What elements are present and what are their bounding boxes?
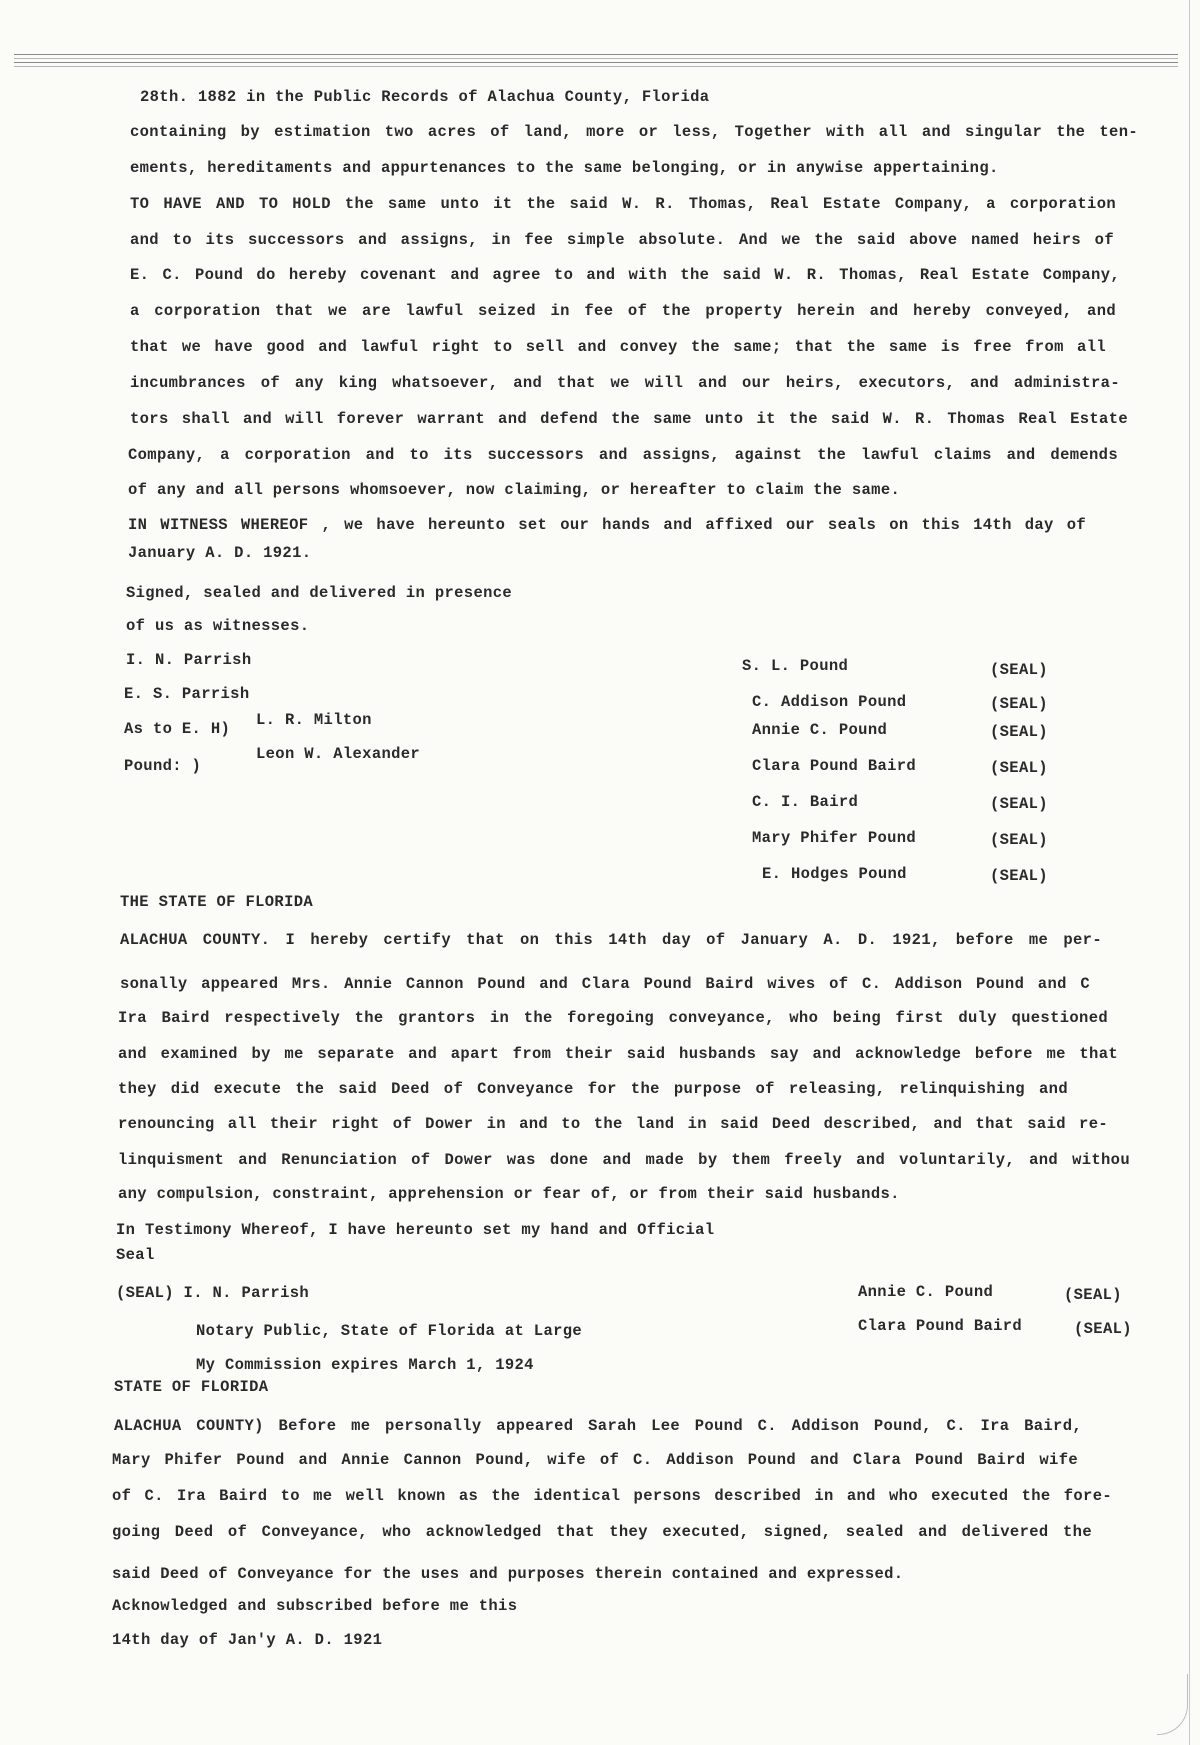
seal-mark: (SEAL) [990, 661, 1048, 679]
notary-name: (SEAL) I. N. Parrish [116, 1284, 310, 1302]
signatory-name: Annie C. Pound [752, 721, 888, 739]
certificate-line: Seal [116, 1246, 155, 1264]
certificate-line: Ira Baird respectively the grantors in the foregoing conveyance, who being first duly questioned [118, 1009, 1108, 1027]
seal-mark: (SEAL) [1074, 1320, 1132, 1338]
signatory-name: S. L. Pound [742, 657, 849, 675]
top-rule-2 [14, 62, 1178, 67]
body-line: tors shall and will forever warrant and defend the same unto it the said W. R. Thomas Real Estate [130, 410, 1128, 428]
seal-mark: (SEAL) [990, 867, 1048, 885]
body-line: ements, hereditaments and appurtenances to the same belonging, or in anywise appertaining. [130, 159, 999, 177]
signatory-name: Clara Pound Baird [752, 757, 917, 775]
certificate-line: sonally appeared Mrs. Annie Cannon Pound and Clara Pound Baird wives of C. Addison Pound and C [120, 975, 1090, 993]
body-line: Company, a corporation and to its successors and assigns, against the lawful claims and demends [128, 446, 1118, 464]
seal-mark: (SEAL) [990, 695, 1048, 713]
top-rule [14, 54, 1178, 59]
witness-name: E. S. Parrish [124, 685, 250, 703]
seal-mark: (SEAL) [1064, 1286, 1122, 1304]
certificate-line: of C. Ira Baird to me well known as the identical persons described in and who executed the fore- [112, 1487, 1112, 1505]
seal-mark: (SEAL) [990, 831, 1048, 849]
seal-mark: (SEAL) [990, 759, 1048, 777]
signatory-name: E. Hodges Pound [762, 865, 907, 883]
witness-name: I. N. Parrish [126, 651, 252, 669]
body-line: that we have good and lawful right to sell and convey the same; that the same is free from all [130, 338, 1106, 356]
certificate-line: and examined by me separate and apart from their said husbands say and acknowledge before me that [118, 1045, 1118, 1063]
body-line: and to its successors and assigns, in fee simple absolute. And we the said above named heirs of [130, 231, 1114, 249]
certificate-line: they did execute the said Deed of Conveyance for the purpose of releasing, relinquishing and [118, 1080, 1068, 1098]
state-heading: THE STATE OF FLORIDA [120, 893, 314, 911]
witness-as-to: Pound: ) [124, 757, 202, 775]
body-line: Signed, sealed and delivered in presence [126, 584, 513, 602]
body-line: incumbrances of any king whatsoever, and that we will and our heirs, executors, and administra- [130, 374, 1120, 392]
signatory-name: C. I. Baird [752, 793, 859, 811]
page-curl [1157, 1674, 1188, 1735]
signatory-name: Mary Phifer Pound [752, 829, 917, 847]
certificate-line: In Testimony Whereof, I have hereunto set my hand and Official [116, 1221, 715, 1239]
seal-mark: (SEAL) [990, 723, 1048, 741]
witness-name: Leon W. Alexander [256, 745, 421, 763]
certificate-line: linquisment and Renunciation of Dower was done and made by them freely and voluntarily, and withou [118, 1151, 1130, 1169]
certificate-line: renouncing all their right of Dower in and to the land in said Deed described, and that said re- [118, 1115, 1108, 1133]
seal-mark: (SEAL) [990, 795, 1048, 813]
certificate-line: Acknowledged and subscribed before me this [112, 1597, 518, 1615]
certificate-line: ALACHUA COUNTY) Before me personally appeared Sarah Lee Pound C. Addison Pound, C. Ira Baird, [114, 1417, 1082, 1435]
body-line: containing by estimation two acres of land, more or less, Together with all and singular the ten- [130, 123, 1138, 141]
body-line: TO HAVE AND TO HOLD the same unto it the said W. R. Thomas, Real Estate Company, a corporation [130, 195, 1116, 213]
body-line: IN WITNESS WHEREOF , we have hereunto set our hands and affixed our seals on this 14th day of [128, 516, 1086, 534]
body-line: January A. D. 1921. [128, 544, 312, 562]
body-line: of us as witnesses. [126, 617, 310, 635]
certificate-line: ALACHUA COUNTY. I hereby certify that on this 14th day of January A. D. 1921, before me per- [120, 931, 1102, 949]
certificate-line: said Deed of Conveyance for the uses and purposes therein contained and expressed. [112, 1565, 904, 1583]
certificate-line: 14th day of Jan'y A. D. 1921 [112, 1631, 383, 1649]
page-edge [1189, 0, 1190, 1745]
certificate-line: Mary Phifer Pound and Annie Cannon Pound, wife of C. Addison Pound and Clara Pound Baird wife [112, 1451, 1078, 1469]
body-line: of any and all persons whomsoever, now claiming, or hereafter to claim the same. [128, 481, 901, 499]
body-line: a corporation that we are lawful seized in fee of the property herein and hereby conveyed, and [130, 302, 1116, 320]
signatory-name: C. Addison Pound [752, 693, 907, 711]
certificate-line: any compulsion, constraint, apprehension or fear of, or from their said husbands. [118, 1185, 900, 1203]
state-heading: STATE OF FLORIDA [114, 1378, 269, 1396]
witness-as-to: As to E. H) [124, 720, 231, 738]
certificate-line: going Deed of Conveyance, who acknowledged that they executed, signed, sealed and delivered the [112, 1523, 1092, 1541]
notary-title: Notary Public, State of Florida at Large [196, 1322, 583, 1340]
signatory-name: Clara Pound Baird [858, 1317, 1023, 1335]
notary-commission: My Commission expires March 1, 1924 [196, 1356, 534, 1374]
witness-name: L. R. Milton [256, 711, 372, 729]
body-line: E. C. Pound do hereby covenant and agree to and with the said W. R. Thomas, Real Estate Company, [130, 266, 1120, 284]
body-line: 28th. 1882 in the Public Records of Alachua County, Florida [140, 88, 710, 106]
signatory-name: Annie C. Pound [858, 1283, 994, 1301]
